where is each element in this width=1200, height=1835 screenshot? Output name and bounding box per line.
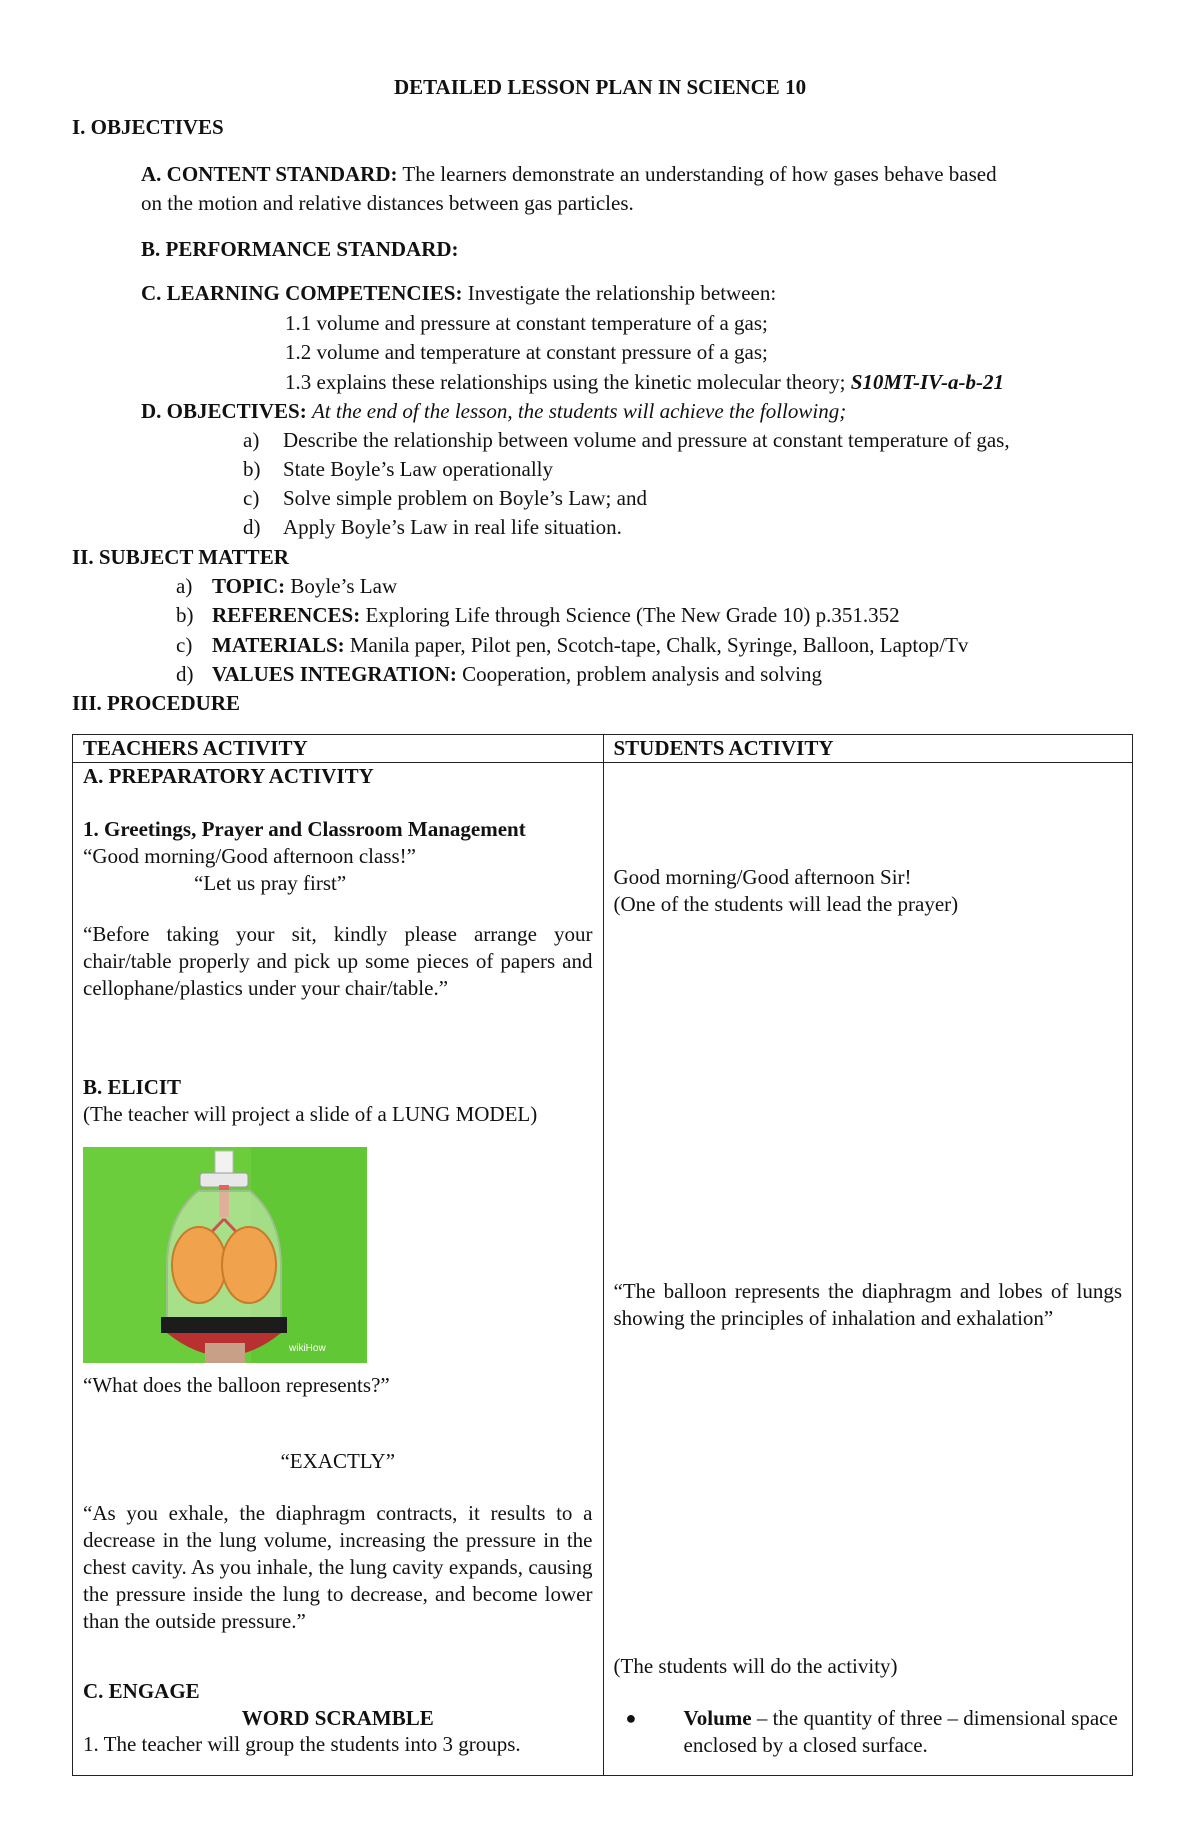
teacher-activity-header: TEACHERS ACTIVITY [73,735,604,763]
subject-item-references [212,602,900,629]
teacher-activity-cell [73,763,604,1776]
student-activity-cell [603,763,1133,1776]
procedure-heading: III. PROCEDURE [72,691,241,715]
lung-model-illustration [83,1147,367,1363]
word-scramble-heading: WORD SCRAMBLE [241,1706,434,1730]
subject-item-text: Boyle’s Law [290,574,398,598]
lung-model-image [83,1147,367,1363]
subject-matter-heading: II. SUBJECT MATTER [72,545,289,569]
content-standard-line-2: on the motion and relative distances between gas particles. [141,191,634,215]
subject-item-label: MATERIALS: [212,633,345,657]
subject-item-values [212,661,822,688]
objective-item: Solve simple problem on Boyle’s Law; and [283,486,647,510]
subject-item-text: Cooperation, problem analysis and solving [462,662,822,686]
competency-item: 1.1 volume and pressure at constant temperature of a gas; [285,311,768,335]
d-objectives-line [141,398,846,425]
competency-item-text: 1.3 explains these relationships using the kinetic molecular theory; [285,370,846,394]
subject-item-label: VALUES INTEGRATION: [212,662,457,686]
procedure-table-row [73,763,1133,1776]
document-title: DETAILED LESSON PLAN IN SCIENCE 10 [393,75,807,99]
subject-marker: d) [176,662,194,686]
prayer-note: (One of the students will lead the prayer) [613,892,959,916]
balloon-answer: “The balloon represents the diaphragm and lobes of lungs showing the principles of inhalation and exhalation” [613,1279,1122,1330]
competency-item: 1.2 volume and temperature at constant pressure of a gas; [285,340,768,364]
objective-marker: a) [243,428,260,452]
learning-competencies-label: C. LEARNING COMPETENCIES: [141,281,463,305]
group-step: 1. The teacher will group the students into 3 groups. [83,1732,521,1756]
content-standard-line-1 [141,161,997,188]
performance-standard-label: B. PERFORMANCE STANDARD: [141,237,459,261]
objective-item: State Boyle’s Law operationally [283,457,554,481]
greetings-heading: 1. Greetings, Prayer and Classroom Management [83,817,526,841]
competency-code: S10MT-IV-a-b-21 [850,370,1004,394]
volume-definition [684,1705,1123,1759]
competency-item [285,369,1004,396]
exhale-quote: “As you exhale, the diaphragm contracts, it results to a decrease in the lung volume, increasing the pressure in the chest cavity. As you inhale, the lung cavity expands, causing the pressure inside the lung to decrease, and become lower than the outside pressure.” [83,1501,593,1633]
objective-marker: b) [243,457,261,481]
procedure-table-header [73,735,1133,763]
subject-item-label: REFERENCES: [212,603,361,627]
subject-item-text: Manila paper, Pilot pen, Scotch-tape, Chalk, Syringe, Balloon, Laptop/Tv [349,633,969,657]
elicit-text: (The teacher will project a slide of a LUNG MODEL) [83,1102,538,1126]
subject-marker: c) [176,633,193,657]
preparatory-heading: A. PREPARATORY ACTIVITY [83,764,374,788]
objective-item: Apply Boyle’s Law in real life situation. [283,515,622,539]
objectives-heading: I. OBJECTIVES [72,115,224,139]
activity-note: (The students will do the activity) [613,1654,898,1678]
arrange-quote: “Before taking your sit, kindly please arrange your chair/table properly and pick up some pieces of papers and cellophane/plastics under your chair/table.” [83,922,593,1000]
d-objectives-text: At the end of the lesson, the students will achieve the following; [311,399,847,423]
subject-item-label: TOPIC: [212,574,286,598]
balloon-question: “What does the balloon represents?” [83,1373,390,1397]
objective-marker: d) [243,515,261,539]
subject-item-text: Exploring Life through Science (The New Grade 10) p.351.352 [365,603,900,627]
exactly-quote: “EXACTLY” [280,1449,396,1473]
greet-quote: “Good morning/Good afternoon class!” [83,844,416,868]
content-standard-label: A. CONTENT STANDARD: [141,162,398,186]
greet-reply: Good morning/Good afternoon Sir! [613,865,912,889]
bullet-icon: ● [625,1708,637,1728]
subject-item-materials [212,632,968,659]
image-watermark: wikiHow [289,1343,326,1354]
pray-quote: “Let us pray first” [194,871,347,895]
subject-marker: a) [176,574,193,598]
subject-item-topic [212,573,397,600]
procedure-table [72,734,1133,1776]
elicit-heading: B. ELICIT [83,1075,182,1099]
learning-competencies-text: Investigate the relationship between: [467,281,777,305]
volume-def-text: – the quantity of three – dimensional space enclosed by a closed surface. [683,1706,1118,1757]
volume-term: Volume [683,1706,752,1730]
learning-competencies-line [141,280,776,307]
d-objectives-label: D. OBJECTIVES: [141,399,307,423]
content-standard-text: The learners demonstrate an understanding of how gases behave based [402,162,997,186]
subject-marker: b) [176,603,194,627]
engage-heading: C. ENGAGE [83,1679,200,1703]
student-activity-header: STUDENTS ACTIVITY [603,735,1133,763]
objective-item: Describe the relationship between volume and pressure at constant temperature of gas, [283,428,1010,452]
objective-marker: c) [243,486,260,510]
